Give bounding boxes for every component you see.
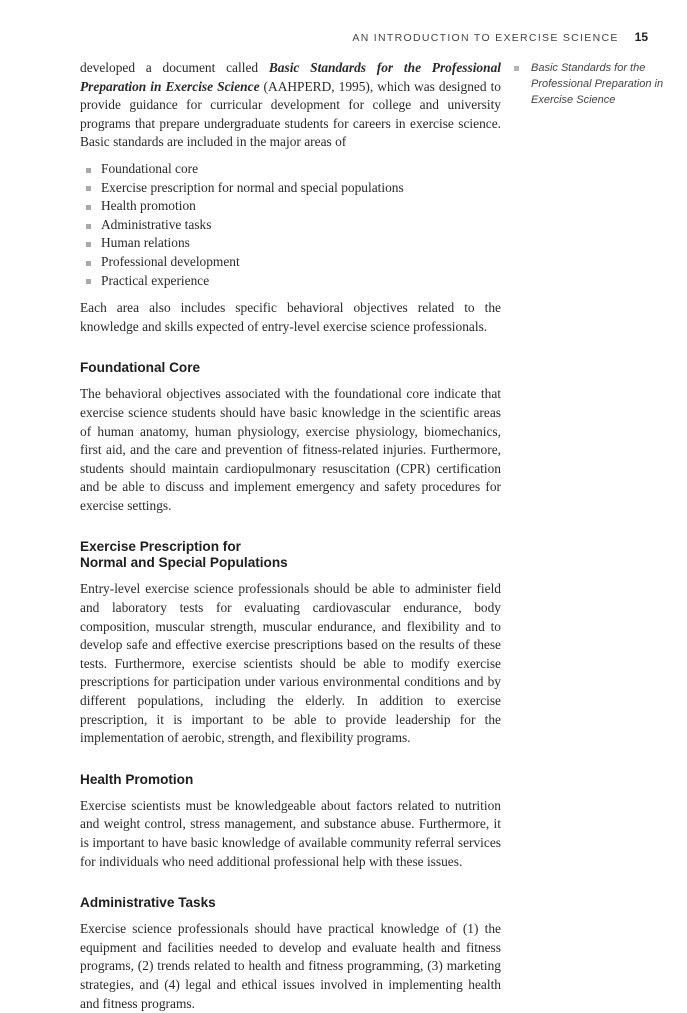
list-item bbox=[86, 216, 501, 235]
document-title: Basic Standards for the Professional Preparation in Exercise Science bbox=[80, 60, 501, 94]
list-item bbox=[86, 272, 501, 291]
heading-text: Health Promotion bbox=[80, 771, 194, 787]
section-heading-administrative-tasks bbox=[80, 895, 501, 911]
list-item-label: Administrative tasks bbox=[101, 216, 212, 232]
areas-followup-paragraph: Each area also includes specific behavioral objectives related to the knowledge and skills expected of entry-level exercise science professionals. bbox=[80, 300, 501, 334]
list-item-label: Exercise prescription for normal and special populations bbox=[101, 179, 404, 195]
margin-bullet-icon bbox=[514, 66, 519, 71]
section-body-foundational-core: The behavioral objectives associated with the foundational core indicate that exercise science students should have basic knowledge in the scientific areas of human anatomy, human physiology, exercise physiology, biomechanics, first aid, and the care and prevention of fitness-related injuries. Furthermore, students should maintain cardiopulmonary resuscitation (CPR) certification and be able to discuss and implement emergency and safety procedures for exercise settings. bbox=[80, 386, 501, 513]
section-body-administrative-tasks: Exercise science professionals should have practical knowledge of (1) the equipment and facilities needed to develop and evaluate health and fitness programs, (2) trends related to health and fitness programming, (3) marketing strategies, and (4) legal and ethical issues involved in implementing health and fitness programs. bbox=[80, 921, 501, 1011]
heading-text-line1: Exercise Prescription for bbox=[80, 539, 241, 555]
list-item-label: Human relations bbox=[101, 235, 190, 251]
list-item-label: Practical experience bbox=[101, 272, 210, 288]
square-bullet-icon bbox=[86, 224, 91, 229]
list-item-label: Professional development bbox=[101, 253, 240, 269]
running-head bbox=[352, 30, 648, 44]
running-head-title: AN INTRODUCTION TO EXERCISE SCIENCE bbox=[352, 32, 619, 44]
list-item-label: Foundational core bbox=[101, 160, 199, 176]
square-bullet-icon bbox=[86, 261, 91, 266]
square-bullet-icon bbox=[86, 205, 91, 210]
square-bullet-icon bbox=[86, 186, 91, 191]
intro-lead-text: developed a document called bbox=[80, 60, 269, 75]
intro-paragraph bbox=[80, 59, 501, 152]
list-item bbox=[86, 234, 501, 253]
section-body-health-promotion: Exercise scientists must be knowledgeable about factors related to nutrition and weight control, stress management, and substance abuse. Furthermore, it is important to have basic knowledge of available community referral services for individuals who need additional professional help with these issues. bbox=[80, 797, 501, 869]
section-heading-exercise-prescription bbox=[80, 539, 501, 571]
heading-text: Administrative Tasks bbox=[80, 895, 216, 911]
square-bullet-icon bbox=[86, 242, 91, 247]
section-heading-health-promotion bbox=[80, 772, 501, 788]
intro-rest-text: (AAHPERD, 1995), which was designed to provide guidance for curricular development for college and university programs that prepare undergraduate students for careers in exercise science. Basic standards are included in the major areas of bbox=[80, 78, 501, 150]
list-item bbox=[86, 160, 501, 179]
square-bullet-icon bbox=[86, 168, 91, 173]
list-item bbox=[86, 253, 501, 272]
square-bullet-icon bbox=[86, 279, 91, 284]
major-areas-list bbox=[80, 160, 501, 290]
list-item bbox=[86, 179, 501, 198]
section-heading-foundational-core bbox=[80, 360, 501, 376]
list-item-label: Health promotion bbox=[101, 198, 196, 214]
list-item bbox=[86, 197, 501, 216]
section-body-exercise-prescription: Entry-level exercise science professionals should be able to administer field and laboratory tests for evaluating cardiovascular endurance, body composition, muscular strength, muscular endurance, and flexibility and to develop safe and effective exercise prescriptions based on the results of these tests. Furthermore, exercise scientists should be able to modify exercise prescriptions for participation under various environmental conditions and by different populations, including the elderly. In addition to exercise prescription, it is important to be able to provide leadership for the implementation of aerobic, strength, and flexibility programs. bbox=[80, 581, 501, 746]
page-number: 15 bbox=[634, 30, 648, 44]
margin-note bbox=[514, 61, 664, 108]
main-text-column bbox=[80, 59, 501, 1013]
heading-text-line2: Normal and Special Populations bbox=[80, 555, 288, 571]
heading-text: Foundational Core bbox=[80, 360, 201, 376]
margin-note-text: Basic Standards for the Professional Preparation in Exercise Science bbox=[531, 62, 664, 106]
